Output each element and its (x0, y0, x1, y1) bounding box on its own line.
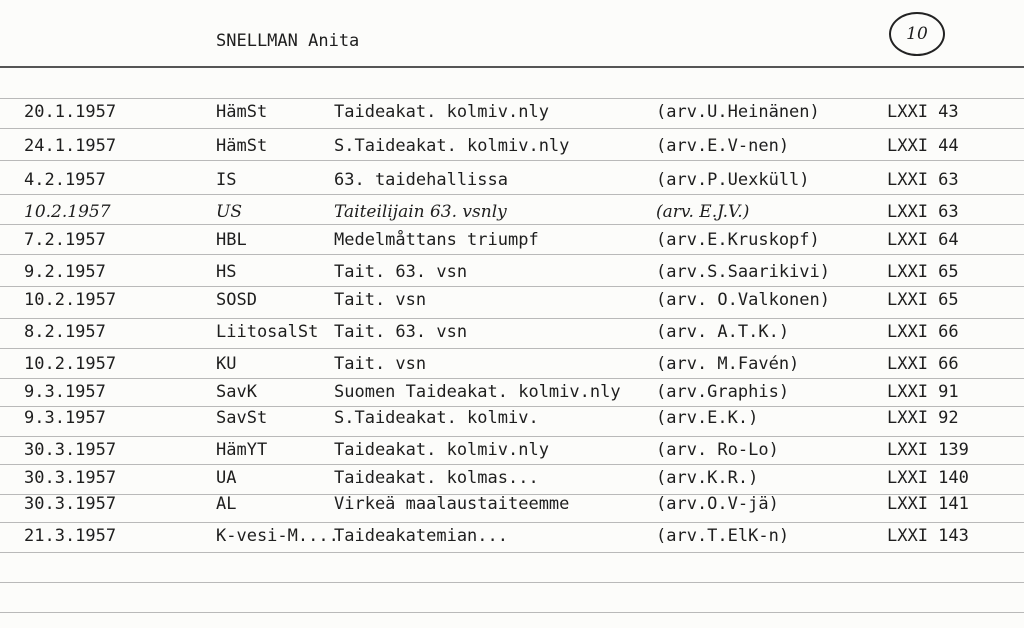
cell-critic: (arv. E.J.V.) (656, 202, 750, 222)
cell-paper: UA (216, 468, 237, 488)
cell-date: 10.2.1957 (24, 354, 117, 374)
cell-date: 30.3.1957 (24, 468, 117, 488)
cell-title: Tait. 63. vsn (334, 262, 468, 282)
cell-date: 8.2.1957 (24, 322, 106, 342)
cell-critic: (arv. Ro-Lo) (656, 440, 779, 460)
cell-paper: K-vesi-M.... (216, 526, 339, 546)
cell-ref: LXXI 66 (887, 354, 959, 374)
ruled-line (0, 224, 1024, 225)
cell-paper: SOSD (216, 290, 257, 310)
cell-date: 20.1.1957 (24, 102, 117, 122)
cell-ref: LXXI 141 (887, 494, 969, 514)
cell-date: 9.3.1957 (24, 382, 106, 402)
cell-date: 7.2.1957 (24, 230, 106, 250)
cell-ref: LXXI 92 (887, 408, 959, 428)
cell-title: S.Taideakat. kolmiv. (334, 408, 539, 428)
card-number: 10 (906, 24, 928, 44)
cell-critic: (arv.E.Kruskopf) (656, 230, 820, 250)
cell-title: Taideakat. kolmas... (334, 468, 539, 488)
cell-ref: LXXI 44 (887, 136, 959, 156)
cell-ref: LXXI 64 (887, 230, 959, 250)
cell-critic: (arv. M.Favén) (656, 354, 800, 374)
cell-title: Tait. vsn (334, 354, 427, 374)
cell-ref: LXXI 43 (887, 102, 959, 122)
ruled-line (0, 378, 1024, 379)
cell-date: 21.3.1957 (24, 526, 117, 546)
ruled-line (0, 464, 1024, 465)
cell-paper: HS (216, 262, 237, 282)
cell-title: S.Taideakat. kolmiv.nly (334, 136, 570, 156)
cell-date: 9.2.1957 (24, 262, 106, 282)
cell-paper: HämSt (216, 136, 268, 156)
header-rule (0, 66, 1024, 68)
cell-date: 24.1.1957 (24, 136, 117, 156)
cell-paper: KU (216, 354, 237, 374)
card-number-circle (889, 12, 945, 56)
ruled-line (0, 582, 1024, 583)
cell-date: 10.2.1957 (24, 290, 117, 310)
cell-ref: LXXI 66 (887, 322, 959, 342)
cell-date: 4.2.1957 (24, 170, 106, 190)
cell-critic: (arv.Graphis) (656, 382, 790, 402)
cell-ref: LXXI 91 (887, 382, 959, 402)
cell-date: 30.3.1957 (24, 440, 117, 460)
cell-title: Tait. 63. vsn (334, 322, 468, 342)
ruled-line (0, 160, 1024, 161)
cell-paper: AL (216, 494, 237, 514)
cell-title: Taiteilijain 63. vsnly (334, 202, 507, 222)
cell-title: Taideakat. kolmiv.nly (334, 440, 549, 460)
cell-date: 30.3.1957 (24, 494, 117, 514)
cell-title: Virkeä maalaustaiteemme (334, 494, 570, 514)
cell-critic: (arv.O.V-jä) (656, 494, 779, 514)
cell-critic: (arv.S.Saarikivi) (656, 262, 830, 282)
ruled-line (0, 552, 1024, 553)
ruled-line (0, 128, 1024, 129)
cell-title: Taideakatemian... (334, 526, 508, 546)
cell-date: 9.3.1957 (24, 408, 106, 428)
cell-ref: LXXI 63 (887, 202, 959, 222)
cell-paper: SavK (216, 382, 257, 402)
cell-date: 10.2.1957 (24, 202, 111, 222)
cell-paper: LiitosalSt (216, 322, 319, 342)
cell-ref: LXXI 65 (887, 290, 959, 310)
cell-critic: (arv.T.ElK-n) (656, 526, 790, 546)
cell-paper: HämYT (216, 440, 268, 460)
cell-ref: LXXI 63 (887, 170, 959, 190)
ruled-line (0, 612, 1024, 613)
ruled-line (0, 522, 1024, 523)
person-name: SNELLMAN Anita (216, 31, 360, 51)
ruled-line (0, 286, 1024, 287)
cell-title: Medelmåttans triumpf (334, 230, 539, 250)
ruled-line (0, 194, 1024, 195)
cell-ref: LXXI 139 (887, 440, 969, 460)
ruled-line (0, 254, 1024, 255)
ruled-line (0, 406, 1024, 407)
ruled-line (0, 318, 1024, 319)
cell-critic: (arv. O.Valkonen) (656, 290, 830, 310)
ruled-line (0, 436, 1024, 437)
cell-paper: HBL (216, 230, 247, 250)
cell-title: Tait. vsn (334, 290, 427, 310)
cell-paper: HämSt (216, 102, 268, 122)
cell-ref: LXXI 65 (887, 262, 959, 282)
cell-critic: (arv.P.Uexküll) (656, 170, 810, 190)
cell-paper: IS (216, 170, 237, 190)
cell-title: 63. taidehallissa (334, 170, 508, 190)
cell-critic: (arv.K.R.) (656, 468, 759, 488)
cell-critic: (arv.E.K.) (656, 408, 759, 428)
cell-ref: LXXI 140 (887, 468, 969, 488)
cell-title: Suomen Taideakat. kolmiv.nly (334, 382, 621, 402)
ruled-line (0, 348, 1024, 349)
cell-critic: (arv.U.Heinänen) (656, 102, 820, 122)
cell-paper: US (216, 202, 242, 222)
ruled-line (0, 98, 1024, 99)
cell-paper: SavSt (216, 408, 268, 428)
cell-ref: LXXI 143 (887, 526, 969, 546)
cell-title: Taideakat. kolmiv.nly (334, 102, 549, 122)
cell-critic: (arv. A.T.K.) (656, 322, 790, 342)
cell-critic: (arv.E.V-nen) (656, 136, 790, 156)
